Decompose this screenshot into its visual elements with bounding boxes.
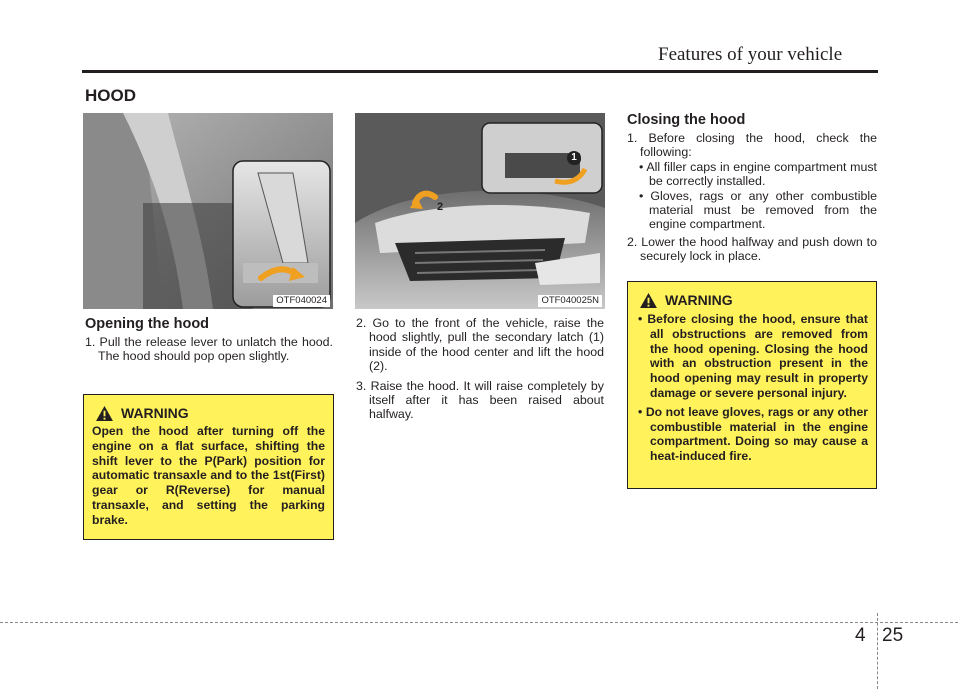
page-title: HOOD — [85, 86, 136, 105]
warning-title: WARNING — [665, 292, 733, 308]
opening-step-1 — [85, 335, 333, 364]
closing-check-2: • Gloves, rags or any other combustible material must be removed from the engine compartment. — [639, 188, 877, 232]
opening-steps-continued — [356, 316, 604, 422]
secondary-latch-figure — [355, 113, 605, 309]
opening-heading-text: Opening the hood — [85, 316, 210, 332]
opening-step-2: 2. Go to the front of the vehicle, raise the hood slightly, pull the secondary latch (1) inside of the hood center and lift the hood (2). — [356, 316, 604, 374]
closing-check-1: • All filler caps in engine compartment must be correctly installed. — [639, 159, 877, 189]
warning-triangle-icon — [96, 406, 113, 421]
warning-item-2: • Do not leave gloves, rags or any other combustible material in the engine compartment. Doing so may cause a heat-induced fire. — [638, 404, 868, 464]
hood-release-lever-illustration — [83, 113, 333, 309]
warning-header — [96, 405, 333, 421]
warning-title: WARNING — [121, 405, 189, 421]
figure-caption: OTF040024 — [273, 295, 330, 307]
page-number-divider — [877, 613, 878, 689]
closing-step-1: 1. Before closing the hood, check the following: — [627, 131, 877, 160]
closing-heading: Closing the hood — [627, 112, 746, 128]
warning-triangle-icon — [640, 293, 657, 308]
header-rule — [82, 70, 878, 73]
footer-rule — [0, 622, 958, 623]
section-title: Features of your vehicle — [658, 44, 843, 65]
figure-caption: OTF040025N — [538, 295, 602, 307]
warning-box-opening — [83, 394, 334, 540]
page-number: 25 — [882, 625, 904, 646]
opening-step-3: 3. Raise the hood. It will raise completely by itself after it has been raised about halfway. — [356, 378, 604, 422]
car-front-illustration — [355, 113, 605, 309]
warning-text: Open the hood after turning off the engine on a flat surface, shifting the shift lever to the P(Park) position for automatic transaxle and to the 1st(First) gear or R(Reverse) for manual transaxle, and setting the parking brake. — [92, 424, 325, 527]
warning-header — [640, 292, 876, 308]
callout-1: 1 — [567, 151, 581, 165]
closing-step-2: 2. Lower the hood halfway and push down to securely lock in place. — [627, 234, 877, 264]
hood-release-lever-figure — [83, 113, 333, 309]
callout-2: 2 — [437, 201, 444, 213]
chapter-number: 4 — [855, 625, 866, 646]
step-text: 1. Pull the release lever to unlatch the hood. The hood should pop open slightly. — [85, 335, 333, 364]
warning-item-1: • Before closing the hood, ensure that all obstructions are removed from the hood opening. Closing the hood with an obstruction present in the hood opening may result in property damage or severe personal injury. — [638, 312, 868, 400]
opening-heading — [85, 316, 209, 332]
warning-box-closing — [627, 281, 877, 489]
closing-section — [627, 112, 877, 264]
